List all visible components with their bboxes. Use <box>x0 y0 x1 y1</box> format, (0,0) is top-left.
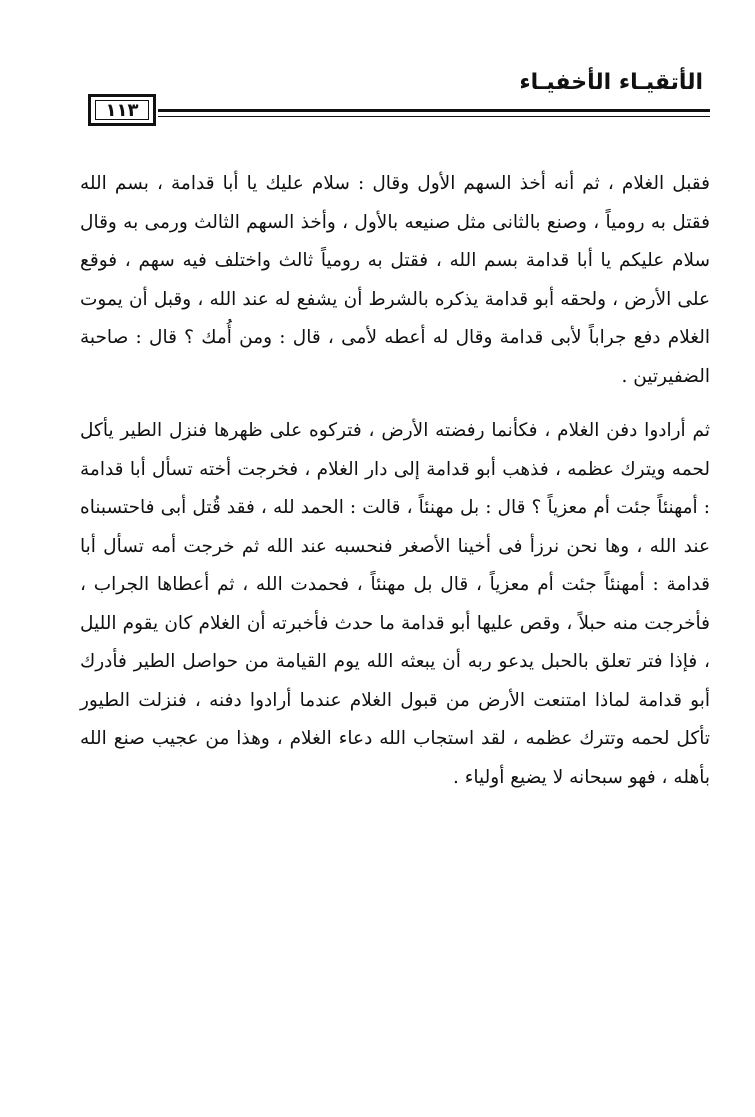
running-header-title: الأتقيـاء الأخفيـاء <box>519 70 703 95</box>
page-number-frame <box>88 94 156 126</box>
header-rule-thick <box>158 109 710 112</box>
paragraph-1: فقبل الغلام ، ثم أنه أخذ السهم الأول وقال : سلام عليك يا أبا قدامة ، بسم الله فقتل به رومياً ، وصنع بالثانى مثل صنيعه بالأول ، وأخذ السهم الثالث ورمى به وقال سلام عليكم يا أبا قدامة بسم الله ، فقتل به رومياً ثالث واختلف فيه سهم ، فوقع على الأرض ، ولحقه أبو قدامة يذكره بالشرط أن يشفع له عند الله ، وقبل أن يموت الغلام دفع جراباً لأبى قدامة وقال له أعطه لأمى ، قال : ومن أُمك ؟ قال : صاحبة الضفيرتين . <box>80 173 710 387</box>
paragraph-2: ثم أرادوا دفن الغلام ، فكأنما رفضته الأرض ، فتركوه على ظهرها فنزل الطير يأكل لحمه ويترك عظمه ، فذهب أبو قدامة إلى دار الغلام ، فخرجت أخته تسأل أبا قدامة : أمهنئاً جئت أم معزياً ؟ قال : بل مهنئاً ، قالت : الحمد لله ، فقد قُتل أبى فاحتسبناه عند الله ، وها نحن نرزأ فى أخينا الأصغر فنحسبه عند الله ثم خرجت أمه تسأل أبا قدامة : أمهنئاً جئت أم معزياً ، قال بل مهنئاً ، فحمدت الله ، ثم أعطاها الجراب ، فأخرجت منه حبلاً ، وقص عليها أبو قدامة ما حدث فأخبرته أن الغلام كان يقوم الليل ، فإذا فتر تعلق بالحبل يدعو ربه أن يبعثه الله يوم القيامة من حواصل الطير فأدرك أبو قدامة لماذا امتنعت الأرض من قبول الغلام عندما أرادوا دفنه ، فنزلت الطيور تأكل لحمه وتترك عظمه ، لقد استجاب الله دعاء الغلام ، وهذا من عجيب صنع الله بأهله ، فهو سبحانه لا يضيع أولياء . <box>80 420 710 788</box>
page-number: ١١٣ <box>105 99 139 121</box>
body-text <box>80 165 710 797</box>
header-rule-thin <box>158 116 710 117</box>
